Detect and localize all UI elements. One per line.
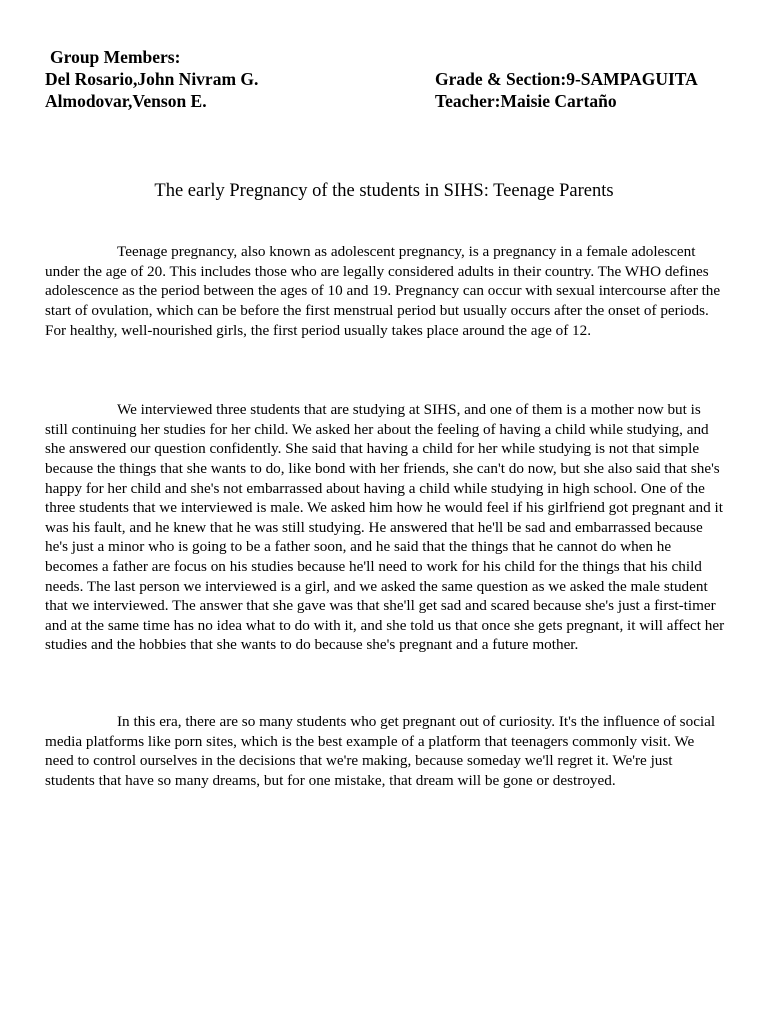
group-members-block	[45, 46, 425, 112]
paragraph-conclusion: In this era, there are so many students who get pregnant out of curiosity. It's the influence of social media platforms like porn sites, which is the best example of a platform that teenagers commonly visit. We need to control ourselves in the decisions that we're making, because someday we'll regret it. We're just students that have so many dreams, but for one mistake, that dream will be gone or destroyed.	[45, 713, 716, 789]
member-name-1: Del Rosario,John Nivram G.	[45, 69, 259, 89]
group-members-label: Group Members:	[50, 47, 181, 67]
grade-section: Grade & Section:9-SAMPAGUITA	[435, 69, 698, 89]
document-title: The early Pregnancy of the students in SIHS: Teenage Parents	[154, 181, 614, 201]
paragraph-definition: Teenage pregnancy, also known as adolescent pregnancy, is a pregnancy in a female adolescent under the age of 20. This includes those who are legally considered adults in their country. The WHO defines adolescence as the period between the ages of 10 and 19. Pregnancy can occur with sexual intercourse after the start of ovulation, which can be before the first menstrual period but usually occurs after the onset of periods. For healthy, well-nourished girls, the first period usually takes place around the age of 12.	[45, 243, 721, 339]
paragraph-interviews: We interviewed three students that are studying at SIHS, and one of them is a mother now but is still continuing her studies for her child. We asked her about the feeling of having a child while studying, and she answered our question confidently. She said that having a child for her while studying is not that simple because the things that she wants to do, like bond with her friends, she can't do now, but she also said that she's happy for her child and she's not embarrassed about having a child while studying in high school. One of the three students that we interviewed is male. We asked him how he would feel if his girlfriend got pregnant and it was his fault, and he knew that he was still studying. He answered that he'll be sad and embarrassed because he's just a minor who is going to be a father soon, and he said that the things that he cannot do when he becomes a father are focus on his studies because he'll need to work for his child for the things that his child needs. The last person we interviewed is a girl, and we asked the same question as we asked the male student that we interviewed. The answer that she gave was that she'll get sad and scared because she's just a first-timer and at the same time has no idea what to do with it, and she told us that once she gets pregnant, it will affect her studies and the hobbies that she wants to do because she's pregnant and a future mother.	[45, 401, 725, 654]
class-info-block	[435, 68, 735, 112]
teacher-name: Teacher:Maisie Cartaño	[435, 91, 617, 111]
member-name-2: Almodovar,Venson E.	[45, 91, 207, 111]
